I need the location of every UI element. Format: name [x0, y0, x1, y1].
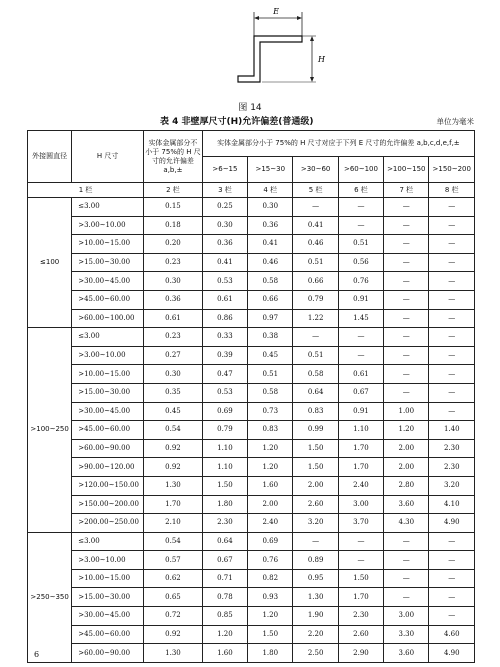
- table-row: [28, 495, 475, 514]
- table-row: [28, 588, 475, 607]
- tolerance-cell: 0.92: [144, 439, 203, 458]
- tolerance-cell: —: [384, 328, 429, 347]
- tolerance-cell: —: [429, 365, 475, 384]
- tolerance-cell: 3.00: [338, 495, 383, 514]
- h-size-cell: >3.00~10.00: [72, 346, 144, 365]
- tolerance-cell: 4.10: [429, 495, 475, 514]
- tolerance-cell: 0.64: [202, 532, 247, 551]
- table-row: [28, 253, 475, 272]
- h-size-cell: >30.00~45.00: [72, 607, 144, 626]
- tolerance-cell: 0.41: [293, 216, 338, 235]
- header-e-range: >15~30: [248, 157, 293, 183]
- table-row: [28, 476, 475, 495]
- tolerance-cell: 0.67: [338, 383, 383, 402]
- tolerance-cell: 0.61: [144, 309, 203, 328]
- h-size-cell: >30.00~45.00: [72, 402, 144, 421]
- header-h-size: H 尺寸: [72, 131, 144, 183]
- tolerance-cell: 0.91: [338, 290, 383, 309]
- column-number: 7 栏: [384, 183, 429, 198]
- tolerance-cell: —: [429, 235, 475, 254]
- tolerance-cell: —: [338, 328, 383, 347]
- tolerance-cell: 1.70: [144, 495, 203, 514]
- table-row: [28, 551, 475, 570]
- tolerance-cell: 1.50: [202, 476, 247, 495]
- tolerance-cell: 1.50: [338, 569, 383, 588]
- tolerance-cell: 1.40: [429, 421, 475, 440]
- tolerance-cell: 0.30: [144, 365, 203, 384]
- table-row: [28, 216, 475, 235]
- tolerance-cell: 1.50: [293, 439, 338, 458]
- tolerance-cell: 0.35: [144, 383, 203, 402]
- tolerance-cell: —: [384, 588, 429, 607]
- tolerance-cell: 0.61: [202, 290, 247, 309]
- tolerance-cell: 2.30: [338, 607, 383, 626]
- tolerance-cell: 0.54: [144, 421, 203, 440]
- tolerance-cell: 0.46: [293, 235, 338, 254]
- tolerance-cell: 2.30: [202, 514, 247, 533]
- table-row: [28, 290, 475, 309]
- column-number: 1 栏: [28, 183, 144, 198]
- tolerance-cell: 0.58: [248, 272, 293, 291]
- tolerance-cell: 0.45: [248, 346, 293, 365]
- tolerance-cell: 1.20: [384, 421, 429, 440]
- tolerance-cell: 0.58: [248, 383, 293, 402]
- dimension-e-label: E: [273, 7, 279, 16]
- table-row: [28, 309, 475, 328]
- dimension-h-label: H: [318, 55, 325, 64]
- table-caption: 表 4 非壁厚尺寸(H)允许偏差(普通级): [160, 117, 314, 127]
- tolerance-cell: 0.20: [144, 235, 203, 254]
- tolerance-cell: 0.78: [202, 588, 247, 607]
- column-number: 2 栏: [144, 183, 203, 198]
- table-row: [28, 644, 475, 663]
- tolerance-cell: —: [429, 551, 475, 570]
- tolerance-cell: 2.40: [248, 514, 293, 533]
- tolerance-cell: 0.15: [144, 198, 203, 217]
- tolerance-cell: 0.27: [144, 346, 203, 365]
- tolerance-cell: 2.90: [338, 644, 383, 663]
- tolerance-cell: 3.30: [384, 625, 429, 644]
- table-row: [28, 272, 475, 291]
- tolerance-cell: —: [429, 532, 475, 551]
- column-number: 8 栏: [429, 183, 475, 198]
- tolerance-cell: 2.10: [144, 514, 203, 533]
- tolerance-cell: 0.41: [248, 235, 293, 254]
- tolerance-cell: 0.66: [248, 290, 293, 309]
- tolerance-cell: —: [384, 532, 429, 551]
- tolerance-cell: —: [429, 198, 475, 217]
- tolerance-cell: 0.51: [248, 365, 293, 384]
- tolerance-cell: 1.50: [248, 625, 293, 644]
- tolerance-cell: 0.72: [144, 607, 203, 626]
- tolerance-cell: —: [429, 402, 475, 421]
- tolerance-cell: 2.00: [384, 439, 429, 458]
- tolerance-cell: 0.69: [202, 402, 247, 421]
- h-size-cell: >15.00~30.00: [72, 588, 144, 607]
- h-size-cell: >15.00~30.00: [72, 383, 144, 402]
- table-row: [28, 607, 475, 626]
- tolerance-cell: 0.39: [202, 346, 247, 365]
- tolerance-cell: 1.30: [144, 644, 203, 663]
- tolerance-cell: —: [384, 346, 429, 365]
- h-size-cell: >90.00~120.00: [72, 458, 144, 477]
- column-number: 5 栏: [293, 183, 338, 198]
- header-e-range: >150~200: [429, 157, 475, 183]
- header-solid-metal: 实体金属部分不小于 75%的 H 尺寸的允许偏差 a,b,±: [144, 131, 203, 183]
- tolerance-cell: 1.45: [338, 309, 383, 328]
- tolerance-cell: 3.20: [429, 476, 475, 495]
- h-size-cell: >10.00~15.00: [72, 235, 144, 254]
- tolerance-cell: —: [429, 383, 475, 402]
- h-size-cell: >200.00~250.00: [72, 514, 144, 533]
- tolerance-cell: 1.20: [248, 607, 293, 626]
- tolerance-cell: 0.56: [338, 253, 383, 272]
- table-row: [28, 421, 475, 440]
- tolerance-cell: 0.23: [144, 253, 203, 272]
- table-row: [28, 402, 475, 421]
- tolerance-cell: —: [429, 328, 475, 347]
- tolerance-cell: —: [338, 198, 383, 217]
- tolerance-cell: 0.53: [202, 383, 247, 402]
- tolerance-cell: 0.83: [293, 402, 338, 421]
- tolerance-cell: —: [384, 272, 429, 291]
- tolerance-cell: 0.97: [248, 309, 293, 328]
- tolerance-cell: 1.30: [144, 476, 203, 495]
- tolerance-cell: 0.92: [144, 625, 203, 644]
- tolerance-cell: —: [429, 290, 475, 309]
- tolerance-cell: 3.60: [384, 495, 429, 514]
- h-size-cell: >3.00~10.00: [72, 551, 144, 570]
- tolerance-cell: 0.86: [202, 309, 247, 328]
- table-row: [28, 439, 475, 458]
- tolerance-cell: 0.45: [144, 402, 203, 421]
- tolerance-cell: 1.80: [202, 495, 247, 514]
- header-e-range: >30~60: [293, 157, 338, 183]
- table-row: [28, 235, 475, 254]
- tolerance-cell: 4.60: [429, 625, 475, 644]
- table-body: [28, 198, 475, 663]
- tolerance-cell: —: [429, 309, 475, 328]
- h-size-cell: ≤3.00: [72, 532, 144, 551]
- tolerance-cell: 2.20: [293, 625, 338, 644]
- tolerance-cell: 0.25: [202, 198, 247, 217]
- tolerance-cell: —: [384, 383, 429, 402]
- h-size-cell: >150.00~200.00: [72, 495, 144, 514]
- tolerance-cell: —: [429, 588, 475, 607]
- header-e-range: >6~15: [202, 157, 247, 183]
- tolerance-cell: —: [384, 290, 429, 309]
- tolerance-cell: 4.90: [429, 644, 475, 663]
- tolerance-cell: 2.00: [248, 495, 293, 514]
- h-size-cell: ≤3.00: [72, 198, 144, 217]
- tolerance-cell: 0.85: [202, 607, 247, 626]
- tolerance-cell: 1.10: [202, 458, 247, 477]
- tolerance-cell: 1.10: [338, 421, 383, 440]
- tolerance-cell: 3.20: [293, 514, 338, 533]
- tolerance-cell: —: [429, 569, 475, 588]
- tolerance-cell: 2.30: [429, 439, 475, 458]
- page-number: 6: [34, 650, 40, 659]
- tolerance-cell: 0.36: [202, 235, 247, 254]
- h-size-cell: >30.00~45.00: [72, 272, 144, 291]
- diameter-group-label: >250~350: [28, 532, 72, 662]
- tolerance-cell: 0.36: [144, 290, 203, 309]
- tolerance-cell: 0.18: [144, 216, 203, 235]
- tolerance-cell: 0.51: [293, 346, 338, 365]
- tolerance-cell: 0.67: [202, 551, 247, 570]
- tolerance-cell: 1.10: [202, 439, 247, 458]
- tolerance-cell: 0.69: [248, 532, 293, 551]
- tolerance-cell: 0.30: [144, 272, 203, 291]
- h-size-cell: ≤3.00: [72, 328, 144, 347]
- tolerance-cell: 2.60: [338, 625, 383, 644]
- tolerance-cell: —: [429, 346, 475, 365]
- tolerance-cell: 1.70: [338, 458, 383, 477]
- table-row: [28, 383, 475, 402]
- tolerance-table: [27, 130, 475, 663]
- h-size-cell: >45.00~60.00: [72, 421, 144, 440]
- tolerance-cell: 1.80: [248, 644, 293, 663]
- tolerance-cell: —: [384, 569, 429, 588]
- unit-note: 单位为毫米: [436, 117, 474, 126]
- table-row: [28, 532, 475, 551]
- tolerance-cell: 0.38: [248, 328, 293, 347]
- tolerance-cell: 0.33: [202, 328, 247, 347]
- table-row: [28, 198, 475, 217]
- tolerance-cell: 4.30: [384, 514, 429, 533]
- tolerance-cell: 2.50: [293, 644, 338, 663]
- tolerance-cell: 0.54: [144, 532, 203, 551]
- tolerance-cell: 0.57: [144, 551, 203, 570]
- column-number: 4 栏: [248, 183, 293, 198]
- column-number: 6 栏: [338, 183, 383, 198]
- tolerance-cell: 0.58: [293, 365, 338, 384]
- tolerance-cell: 1.70: [338, 439, 383, 458]
- tolerance-cell: —: [338, 346, 383, 365]
- tolerance-cell: 2.60: [293, 495, 338, 514]
- h-size-cell: >120.00~150.00: [72, 476, 144, 495]
- column-number-row: [28, 183, 475, 198]
- tolerance-cell: 0.41: [202, 253, 247, 272]
- table-row: [28, 365, 475, 384]
- tolerance-cell: 3.00: [384, 607, 429, 626]
- tolerance-cell: —: [429, 253, 475, 272]
- tolerance-cell: 3.70: [338, 514, 383, 533]
- tolerance-cell: 2.00: [384, 458, 429, 477]
- tolerance-cell: 0.95: [293, 569, 338, 588]
- table-row: [28, 346, 475, 365]
- tolerance-cell: —: [384, 198, 429, 217]
- tolerance-cell: 1.70: [338, 588, 383, 607]
- h-size-cell: >10.00~15.00: [72, 569, 144, 588]
- table-row: [28, 328, 475, 347]
- tolerance-cell: —: [293, 198, 338, 217]
- tolerance-cell: 0.65: [144, 588, 203, 607]
- tolerance-cell: 0.79: [293, 290, 338, 309]
- tolerance-cell: 1.20: [248, 458, 293, 477]
- tolerance-cell: —: [293, 328, 338, 347]
- tolerance-cell: 0.91: [338, 402, 383, 421]
- tolerance-cell: —: [384, 216, 429, 235]
- tolerance-cell: 0.61: [338, 365, 383, 384]
- tolerance-cell: 1.30: [293, 588, 338, 607]
- tolerance-cell: 0.93: [248, 588, 293, 607]
- diameter-group-label: ≤100: [28, 198, 72, 328]
- tolerance-cell: 1.60: [248, 476, 293, 495]
- tolerance-cell: 1.60: [202, 644, 247, 663]
- tolerance-cell: 0.62: [144, 569, 203, 588]
- tolerance-cell: 0.36: [248, 216, 293, 235]
- tolerance-cell: —: [293, 532, 338, 551]
- h-size-cell: >45.00~60.00: [72, 290, 144, 309]
- table-row: [28, 569, 475, 588]
- tolerance-cell: 1.00: [384, 402, 429, 421]
- tolerance-cell: —: [429, 216, 475, 235]
- header-diameter: 外接圆直径: [28, 131, 72, 183]
- tolerance-cell: 0.66: [293, 272, 338, 291]
- tolerance-cell: 0.99: [293, 421, 338, 440]
- tolerance-cell: 2.30: [429, 458, 475, 477]
- tolerance-cell: 2.80: [384, 476, 429, 495]
- tolerance-cell: 3.60: [384, 644, 429, 663]
- tolerance-cell: 0.76: [338, 272, 383, 291]
- tolerance-cell: 0.64: [293, 383, 338, 402]
- tolerance-cell: 0.51: [338, 235, 383, 254]
- tolerance-cell: 0.92: [144, 458, 203, 477]
- tolerance-cell: 0.79: [202, 421, 247, 440]
- tolerance-cell: —: [384, 365, 429, 384]
- table-row: [28, 514, 475, 533]
- tolerance-cell: 2.00: [293, 476, 338, 495]
- tolerance-cell: —: [338, 532, 383, 551]
- tolerance-cell: 0.46: [248, 253, 293, 272]
- profile-drawing: [0, 0, 500, 100]
- tolerance-cell: —: [384, 253, 429, 272]
- tolerance-cell: —: [338, 216, 383, 235]
- diameter-group-label: >100~250: [28, 328, 72, 533]
- h-size-cell: >60.00~100.00: [72, 309, 144, 328]
- tolerance-cell: 0.76: [248, 551, 293, 570]
- h-size-cell: >60.00~90.00: [72, 644, 144, 663]
- h-size-cell: >45.00~60.00: [72, 625, 144, 644]
- tolerance-cell: 1.20: [202, 625, 247, 644]
- header-e-range: >100~150: [384, 157, 429, 183]
- header-e-group: 实体金属部分小于 75%的 H 尺寸对应于下列 E 尺寸的允许偏差 a,b,c,d,e,f,±: [202, 131, 474, 157]
- tolerance-cell: 0.71: [202, 569, 247, 588]
- tolerance-cell: 0.47: [202, 365, 247, 384]
- tolerance-cell: 0.53: [202, 272, 247, 291]
- table-row: [28, 458, 475, 477]
- tolerance-cell: —: [384, 551, 429, 570]
- tolerance-cell: 0.82: [248, 569, 293, 588]
- tolerance-cell: 0.51: [293, 253, 338, 272]
- tolerance-cell: —: [429, 272, 475, 291]
- header-e-range: >60~100: [338, 157, 383, 183]
- tolerance-cell: 0.30: [202, 216, 247, 235]
- tolerance-cell: 0.23: [144, 328, 203, 347]
- tolerance-cell: 1.50: [293, 458, 338, 477]
- h-size-cell: >10.00~15.00: [72, 365, 144, 384]
- tolerance-cell: 0.89: [293, 551, 338, 570]
- tolerance-cell: —: [338, 551, 383, 570]
- tolerance-cell: —: [384, 309, 429, 328]
- tolerance-cell: 1.20: [248, 439, 293, 458]
- column-number: 3 栏: [202, 183, 247, 198]
- h-size-cell: >15.00~30.00: [72, 253, 144, 272]
- tolerance-cell: 1.22: [293, 309, 338, 328]
- tolerance-cell: —: [429, 607, 475, 626]
- table-row: [28, 625, 475, 644]
- h-size-cell: >3.00~10.00: [72, 216, 144, 235]
- tolerance-cell: 0.30: [248, 198, 293, 217]
- h-size-cell: >60.00~90.00: [72, 439, 144, 458]
- tolerance-cell: 0.73: [248, 402, 293, 421]
- tolerance-cell: 2.40: [338, 476, 383, 495]
- tolerance-cell: 1.90: [293, 607, 338, 626]
- figure-caption: 图 14: [238, 103, 262, 113]
- tolerance-cell: 0.83: [248, 421, 293, 440]
- tolerance-cell: 4.90: [429, 514, 475, 533]
- tolerance-cell: —: [384, 235, 429, 254]
